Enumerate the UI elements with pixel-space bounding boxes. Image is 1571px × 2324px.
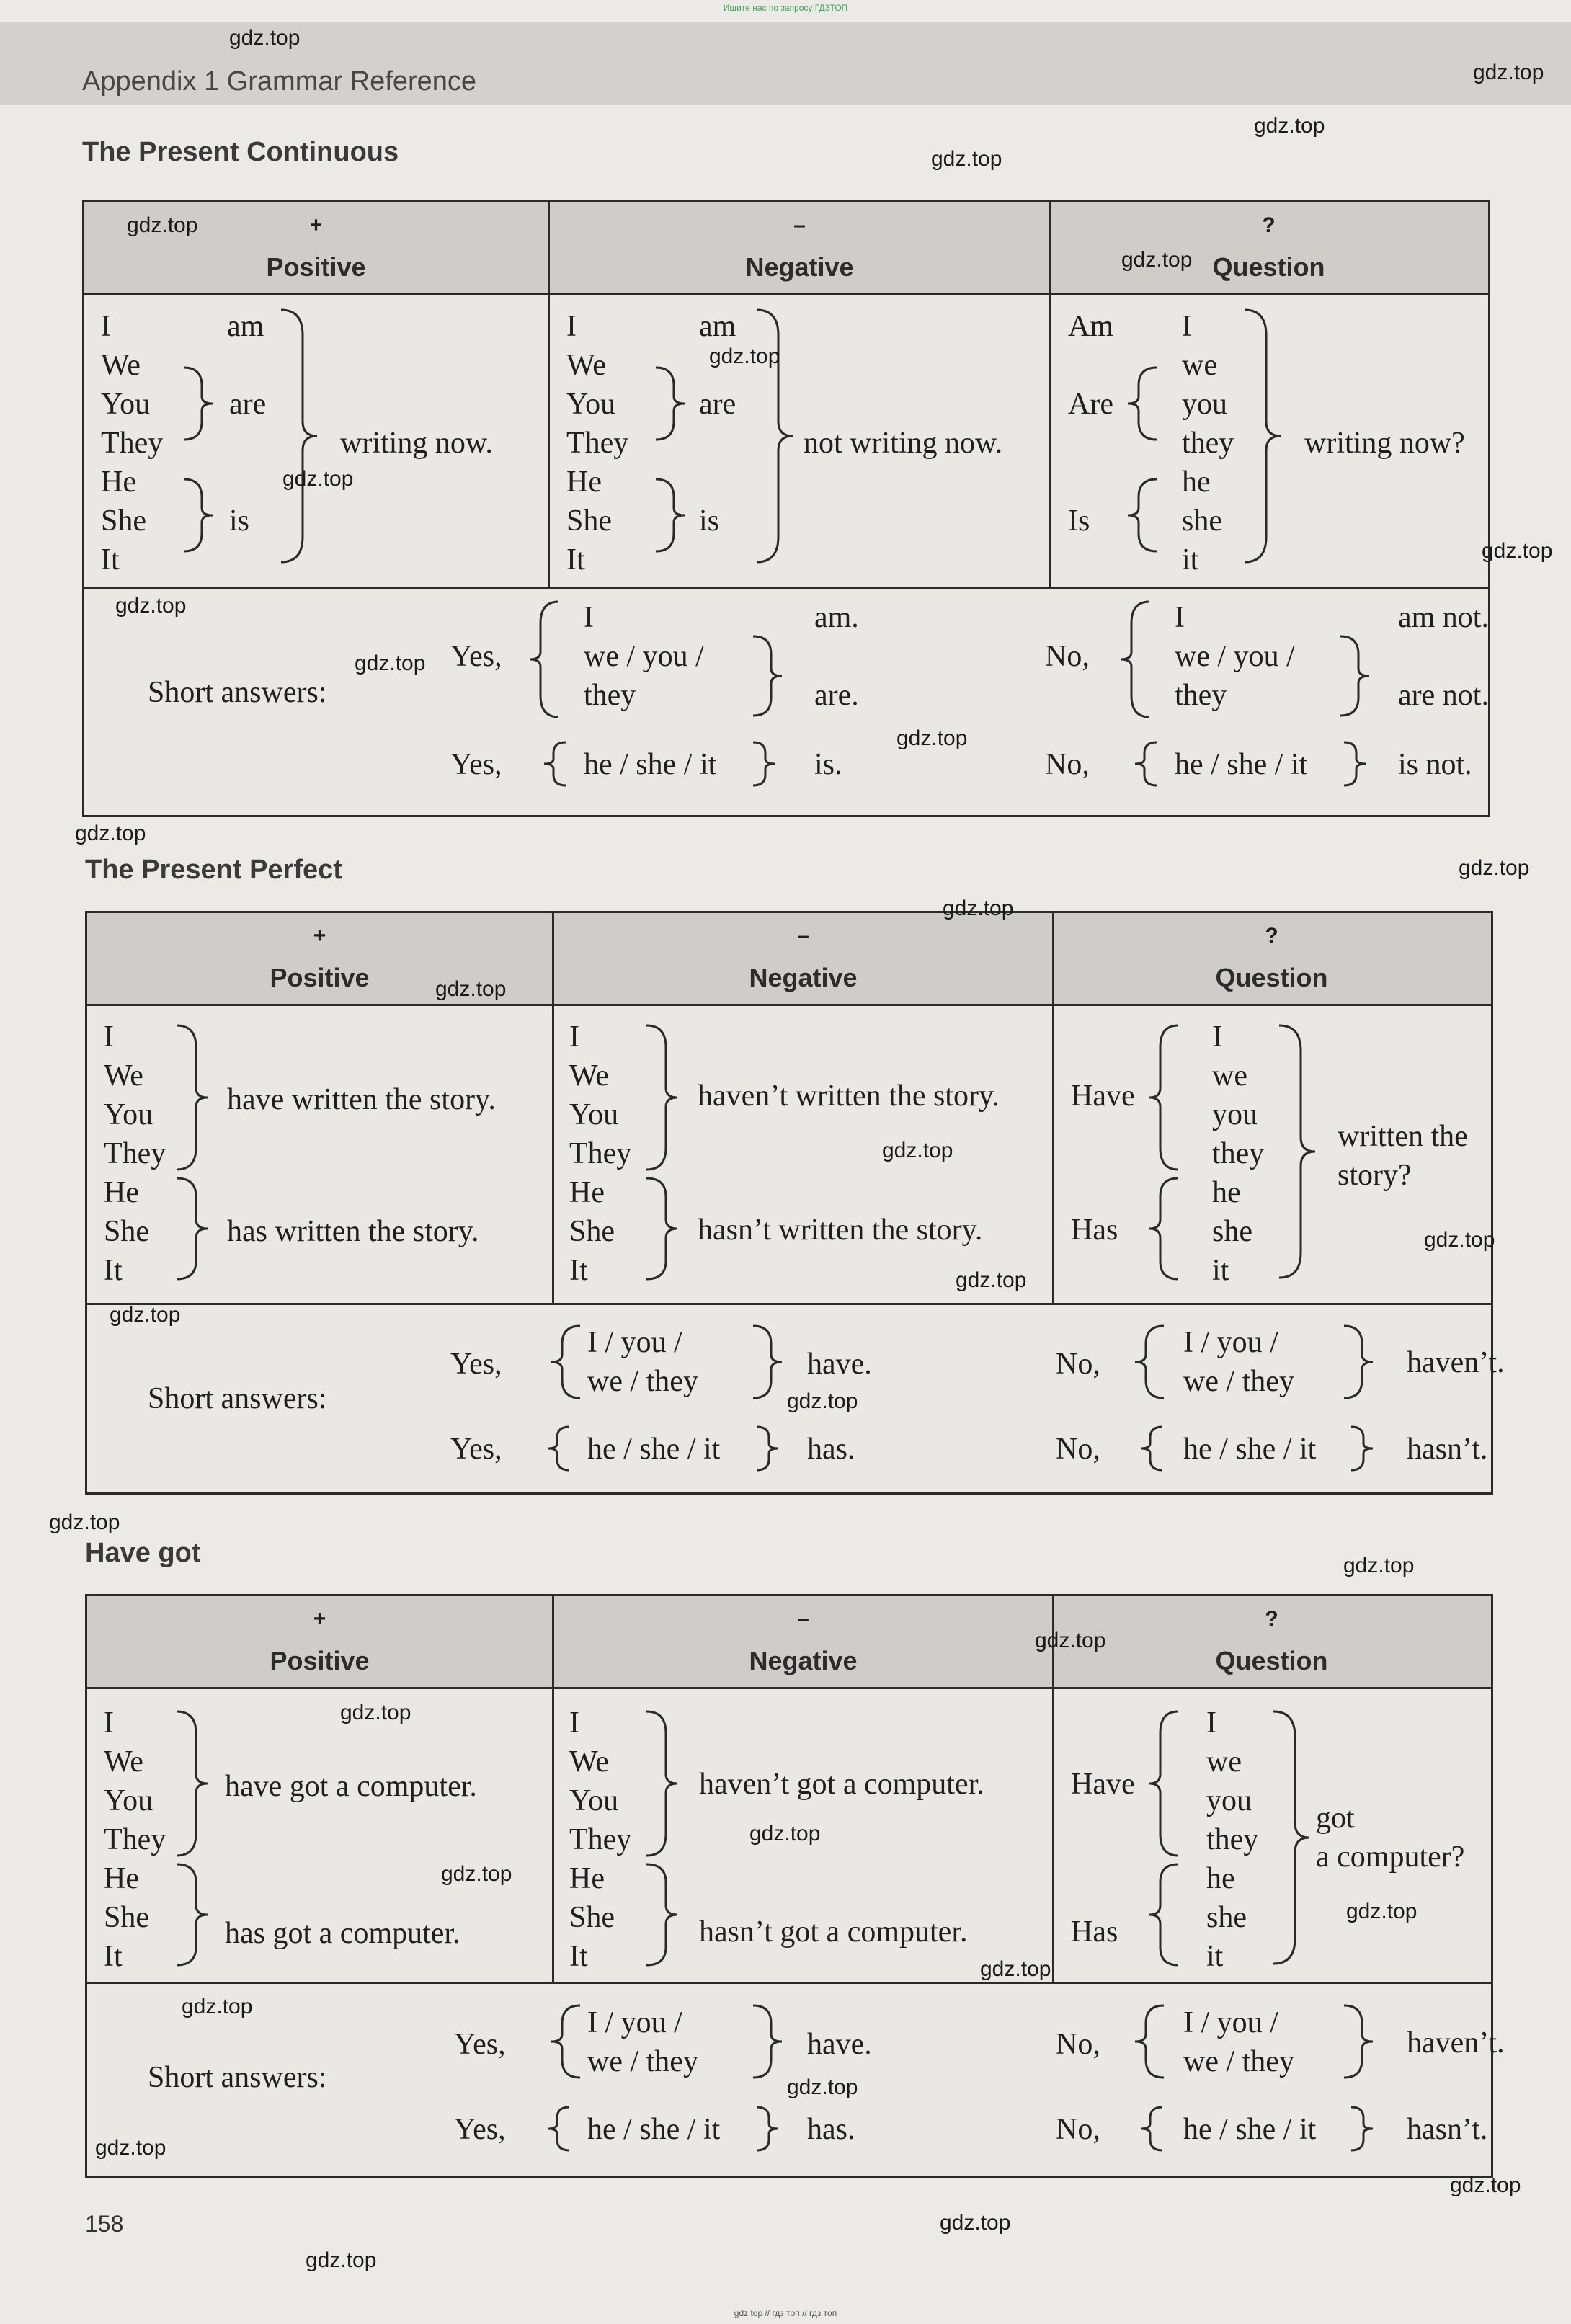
question-verb: Are: [1068, 388, 1113, 421]
short-group: I / you /: [587, 1326, 682, 1359]
have-got-title: Have got: [85, 1538, 201, 1568]
pronoun: they: [1182, 427, 1234, 460]
watermark: gdz.top: [1450, 2173, 1521, 2197]
pronoun: They: [104, 1823, 166, 1856]
pronoun: They: [569, 1823, 632, 1856]
right-brace-icon: [277, 306, 328, 566]
watermark: gdz.top: [1346, 1900, 1418, 1923]
watermark: gdz.top: [1121, 248, 1193, 272]
watermark: gdz.top: [787, 1389, 858, 1413]
pronoun: You: [104, 1784, 153, 1817]
short-yes: Yes,: [450, 1348, 502, 1381]
right-brace-icon: [173, 1175, 216, 1283]
right-brace-icon: [1340, 1322, 1376, 1402]
pronoun: He: [104, 1862, 139, 1895]
short-yes: Yes,: [450, 640, 502, 673]
short-verb: hasn’t.: [1407, 1433, 1488, 1466]
right-brace-icon: [753, 1423, 782, 1474]
short-verb: haven’t.: [1407, 2026, 1505, 2060]
short-group: we / they: [1183, 1365, 1294, 1398]
pronoun: they: [1212, 1137, 1265, 1170]
hg-positive-heading: Positive: [270, 1646, 370, 1675]
pc-positive-heading: Positive: [266, 252, 366, 282]
watermark: gdz.top: [1343, 1554, 1415, 1577]
watermark: gdz.top: [943, 896, 1014, 920]
pronoun: you: [1182, 388, 1227, 421]
short-group: I / you /: [1183, 1326, 1278, 1359]
short-no: No,: [1045, 640, 1090, 673]
left-brace-icon: [544, 2103, 573, 2154]
short-verb: is.: [814, 748, 842, 781]
pp-question-tail: written the: [1338, 1120, 1468, 1153]
watermark: gdz.top: [110, 1303, 181, 1327]
pronoun: It: [104, 1254, 123, 1287]
pronoun: It: [569, 1254, 588, 1287]
right-brace-icon: [173, 1861, 216, 1969]
short-no: No,: [1056, 2028, 1100, 2061]
watermark: gdz.top: [49, 1510, 120, 1534]
left-brace-icon: [1131, 2002, 1167, 2081]
pronoun: I: [569, 1706, 579, 1740]
pc-negative-heading: Negative: [745, 252, 854, 282]
pronoun: he: [1212, 1176, 1241, 1209]
pp-positive-symbol: +: [313, 924, 326, 948]
left-brace-icon: [540, 739, 569, 789]
right-brace-icon: [652, 364, 695, 443]
short-verb: are.: [814, 679, 859, 712]
short-no: No,: [1056, 1348, 1100, 1381]
hg-neg-has: hasn’t got a computer.: [699, 1915, 968, 1949]
short-group: I / you /: [1183, 2006, 1278, 2039]
verb-is: is: [229, 504, 250, 538]
pronoun: she: [1206, 1901, 1247, 1934]
pronoun: She: [569, 1215, 615, 1248]
short-no: No,: [1045, 748, 1090, 781]
watermark: gdz.top: [940, 2211, 1011, 2235]
left-brace-icon: [1146, 1708, 1182, 1859]
pronoun: she: [1212, 1215, 1252, 1248]
hg-pos-have: have got a computer.: [225, 1770, 477, 1803]
short-yes: Yes,: [450, 748, 502, 781]
short-group: we / they: [587, 1365, 698, 1398]
watermark: gdz.top: [441, 1862, 512, 1886]
hg-negative-symbol: –: [797, 1607, 809, 1631]
short-verb: have.: [807, 1348, 872, 1381]
short-verb: has.: [807, 2113, 855, 2146]
hg-question-tail: a computer?: [1316, 1840, 1465, 1874]
left-brace-icon: [1146, 1175, 1182, 1283]
short-group: he / she / it: [1175, 748, 1308, 781]
pronoun: we: [1206, 1745, 1242, 1778]
pronoun: You: [569, 1784, 619, 1817]
pronoun: I: [1212, 1020, 1222, 1054]
short-yes: Yes,: [454, 2028, 506, 2061]
right-brace-icon: [643, 1708, 686, 1859]
pronoun: we: [1212, 1059, 1247, 1092]
short-verb: have.: [807, 2028, 872, 2061]
question-verb: Has: [1071, 1214, 1118, 1247]
short-group: he / she / it: [1183, 2113, 1317, 2146]
top-search-note: Ищите нас по запросу ГДЗТОП: [723, 3, 848, 13]
pronoun: We: [569, 1745, 609, 1778]
short-group: we / you /: [584, 640, 704, 673]
pronoun: He: [566, 466, 602, 499]
left-brace-icon: [1131, 1322, 1167, 1402]
short-group: I: [584, 601, 594, 634]
pp-question-tail: story?: [1338, 1159, 1412, 1192]
pronoun: she: [1182, 504, 1222, 538]
pronoun: it: [1182, 543, 1199, 576]
hg-positive-symbol: +: [313, 1607, 326, 1631]
hg-negative-heading: Negative: [749, 1646, 858, 1675]
right-brace-icon: [643, 1022, 686, 1173]
hg-neg-have: haven’t got a computer.: [699, 1768, 984, 1801]
question-verb: Has: [1071, 1915, 1118, 1949]
left-brace-icon: [1124, 364, 1160, 443]
pp-positive-heading: Positive: [270, 963, 370, 992]
pronoun: He: [569, 1862, 605, 1895]
hg-question-tail: got: [1316, 1802, 1355, 1835]
left-brace-icon: [548, 2002, 584, 2081]
left-brace-icon: [1146, 1022, 1182, 1173]
pc-negative-tail: not writing now.: [804, 427, 1003, 460]
short-group: he / she / it: [587, 2113, 721, 2146]
pp-negative-heading: Negative: [749, 963, 858, 992]
page-header-title: Appendix 1 Grammar Reference: [82, 66, 477, 97]
pronoun: you: [1206, 1784, 1252, 1817]
pronoun: you: [1212, 1098, 1258, 1131]
pronoun: I: [104, 1706, 114, 1740]
pc-negative-symbol: –: [793, 213, 806, 237]
pronoun: He: [569, 1176, 605, 1209]
short-answers-label: Short answers:: [148, 2061, 327, 2094]
watermark: gdz.top: [896, 726, 968, 750]
short-group: we / they: [1183, 2045, 1294, 2078]
right-brace-icon: [749, 1322, 786, 1402]
short-yes: Yes,: [450, 1433, 502, 1466]
right-brace-icon: [749, 2002, 786, 2081]
hg-question-symbol: ?: [1265, 1607, 1278, 1631]
pronoun: It: [569, 1940, 588, 1973]
pp-neg-have: haven’t written the story.: [698, 1079, 1000, 1113]
hg-question-heading: Question: [1215, 1646, 1328, 1675]
right-brace-icon: [1340, 2002, 1376, 2081]
pronoun: We: [566, 349, 606, 382]
pronoun: She: [566, 504, 612, 538]
verb-is: is: [699, 504, 720, 538]
pronoun: I: [1182, 310, 1192, 343]
short-group: I / you /: [587, 2006, 682, 2039]
short-verb: am not.: [1398, 601, 1489, 634]
right-brace-icon: [749, 633, 786, 719]
pp-question-heading: Question: [1215, 963, 1328, 992]
short-no: No,: [1056, 1433, 1100, 1466]
left-brace-icon: [1146, 1861, 1182, 1969]
short-verb: are not.: [1398, 679, 1489, 712]
right-brace-icon: [652, 476, 695, 555]
pp-neg-has: hasn’t written the story.: [698, 1214, 983, 1247]
watermark: gdz.top: [182, 1995, 253, 2018]
verb-am: am: [699, 310, 736, 343]
watermark: gdz.top: [115, 594, 187, 618]
pronoun: She: [104, 1215, 149, 1248]
present-perfect-title: The Present Perfect: [85, 855, 342, 885]
pp-question-symbol: ?: [1265, 924, 1278, 948]
pronoun: You: [566, 388, 616, 421]
pronoun: I: [1206, 1706, 1216, 1740]
question-verb: Have: [1071, 1079, 1135, 1113]
pronoun: it: [1206, 1940, 1224, 1973]
left-brace-icon: [1124, 476, 1160, 555]
watermark: gdz.top: [340, 1701, 411, 1724]
right-brace-icon: [749, 739, 778, 789]
short-verb: hasn’t.: [1407, 2113, 1488, 2146]
short-verb: am.: [814, 601, 859, 634]
right-brace-icon: [753, 2103, 782, 2154]
pp-pos-has: has written the story.: [227, 1215, 479, 1248]
watermark: gdz.top: [95, 2136, 166, 2160]
short-group: he / she / it: [584, 748, 717, 781]
short-group: they: [584, 679, 636, 712]
pp-pos-have: have written the story.: [227, 1083, 496, 1116]
pc-question-tail: writing now?: [1304, 427, 1465, 460]
pc-positive-tail: writing now.: [340, 427, 493, 460]
short-group: he / she / it: [587, 1433, 721, 1466]
watermark: gdz.top: [749, 1822, 821, 1846]
pronoun: You: [569, 1098, 619, 1131]
left-brace-icon: [544, 1423, 573, 1474]
verb-are: are: [229, 388, 267, 421]
watermark: gdz.top: [355, 651, 426, 675]
watermark: gdz.top: [787, 2075, 858, 2099]
watermark: gdz.top: [306, 2248, 377, 2272]
short-group: we / they: [587, 2045, 698, 2078]
question-verb: Have: [1071, 1768, 1135, 1801]
pronoun: It: [104, 1940, 123, 1973]
pronoun: It: [566, 543, 585, 576]
right-brace-icon: [1348, 1423, 1376, 1474]
short-group: he / she / it: [1183, 1433, 1317, 1466]
pronoun: We: [569, 1059, 609, 1092]
pronoun: They: [569, 1137, 632, 1170]
pronoun: it: [1212, 1254, 1229, 1287]
right-brace-icon: [643, 1175, 686, 1283]
pronoun: He: [104, 1176, 139, 1209]
verb-am: am: [227, 310, 264, 343]
pronoun: She: [569, 1901, 615, 1934]
watermark: gdz.top: [980, 1957, 1051, 1981]
pronoun: he: [1206, 1862, 1235, 1895]
right-brace-icon: [1270, 1708, 1320, 1967]
left-brace-icon: [1131, 739, 1160, 789]
pronoun: We: [104, 1059, 143, 1092]
pronoun: They: [566, 427, 629, 460]
pronoun: they: [1206, 1823, 1259, 1856]
watermark: gdz.top: [1035, 1629, 1106, 1652]
present-continuous-title: The Present Continuous: [82, 137, 399, 167]
right-brace-icon: [1276, 1022, 1326, 1281]
pronoun: She: [101, 504, 146, 538]
left-brace-icon: [548, 1322, 584, 1402]
short-group: we / you /: [1175, 640, 1295, 673]
right-brace-icon: [1340, 739, 1369, 789]
hg-pos-has: has got a computer.: [225, 1917, 460, 1950]
short-yes: Yes,: [454, 2113, 506, 2146]
short-answers-label: Short answers:: [148, 676, 327, 709]
short-answers-label: Short answers:: [148, 1382, 327, 1415]
watermark: gdz.top: [1254, 114, 1325, 138]
pronoun: I: [101, 310, 111, 343]
watermark: gdz.top: [282, 467, 354, 491]
watermark: gdz.top: [1459, 856, 1530, 880]
pc-positive-symbol: +: [309, 213, 323, 237]
short-verb: is not.: [1398, 748, 1472, 781]
right-brace-icon: [173, 1708, 216, 1859]
question-verb: Am: [1068, 310, 1113, 343]
right-brace-icon: [173, 1022, 216, 1173]
page-number: 158: [85, 2211, 124, 2237]
footer-links: gdz top // гдз топ // гдз топ: [734, 2308, 837, 2318]
pronoun: It: [101, 543, 120, 576]
pronoun: You: [101, 388, 151, 421]
pronoun: We: [101, 349, 141, 382]
pronoun: You: [104, 1098, 153, 1131]
pronoun: They: [101, 427, 164, 460]
pronoun: He: [101, 466, 136, 499]
verb-are: are: [699, 388, 736, 421]
watermark: gdz.top: [435, 977, 507, 1001]
watermark: gdz.top: [1424, 1228, 1495, 1252]
right-brace-icon: [643, 1861, 686, 1969]
pronoun: They: [104, 1137, 166, 1170]
watermark: gdz.top: [1482, 539, 1553, 563]
pc-question-symbol: ?: [1262, 213, 1276, 237]
pronoun: I: [566, 310, 577, 343]
right-brace-icon: [1337, 633, 1373, 719]
left-brace-icon: [1137, 2103, 1166, 2154]
right-brace-icon: [1348, 2103, 1376, 2154]
right-brace-icon: [1241, 306, 1291, 566]
left-brace-icon: [1137, 1423, 1166, 1474]
right-brace-icon: [180, 476, 223, 555]
short-verb: haven’t.: [1407, 1346, 1505, 1379]
watermark: gdz.top: [75, 822, 146, 845]
watermark: gdz.top: [127, 213, 198, 237]
pronoun: We: [104, 1745, 143, 1778]
short-group: they: [1175, 679, 1227, 712]
question-verb: Is: [1068, 504, 1090, 538]
left-brace-icon: [526, 598, 562, 721]
watermark: gdz.top: [956, 1268, 1027, 1292]
pronoun: I: [104, 1020, 114, 1054]
watermark: gdz.top: [229, 26, 301, 50]
watermark: gdz.top: [709, 344, 780, 368]
short-group: I: [1175, 601, 1185, 634]
watermark: gdz.top: [1473, 61, 1544, 84]
pronoun: I: [569, 1020, 579, 1054]
left-brace-icon: [1117, 598, 1153, 721]
right-brace-icon: [180, 364, 223, 443]
watermark: gdz.top: [931, 147, 1002, 171]
short-verb: has.: [807, 1433, 855, 1466]
watermark: gdz.top: [882, 1139, 953, 1162]
pronoun: She: [104, 1901, 149, 1934]
short-no: No,: [1056, 2113, 1100, 2146]
pc-question-heading: Question: [1212, 252, 1325, 282]
pronoun: we: [1182, 349, 1217, 382]
pronoun: he: [1182, 466, 1211, 499]
pp-negative-symbol: –: [797, 924, 809, 948]
